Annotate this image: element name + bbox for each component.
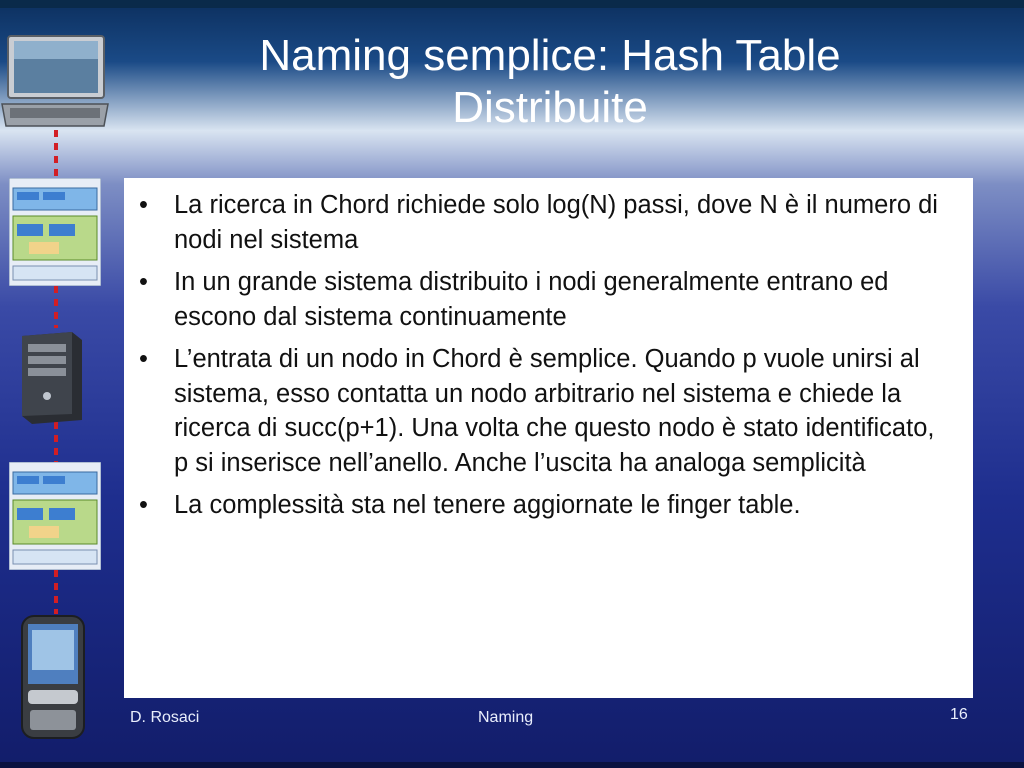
mobile-phone-icon <box>20 614 86 740</box>
bullet-text: In un grande sistema distribuito i nodi generalmente entrano ed escono dal sistema continuamente <box>174 268 889 331</box>
connector-line <box>54 286 58 328</box>
server-tower-icon <box>16 330 88 425</box>
title-line-2: Distribuite <box>452 83 648 132</box>
footer-author: D. Rosaci <box>130 709 200 726</box>
bullet-list <box>124 178 973 523</box>
bullet-marker: • <box>139 491 148 519</box>
architecture-diagram-icon <box>9 462 101 570</box>
bullet-marker: • <box>139 345 148 373</box>
slide-title <box>130 30 970 134</box>
connector-line <box>54 570 58 614</box>
laptop-icon <box>0 32 112 130</box>
slide-number: 16 <box>950 706 968 723</box>
architecture-diagram-icon <box>9 178 101 286</box>
bullet-item <box>124 188 973 257</box>
top-border <box>0 0 1024 8</box>
content-panel <box>124 178 973 698</box>
bullet-item <box>124 265 973 334</box>
bullet-text: L’entrata di un nodo in Chord è semplice. Quando p vuole unirsi al sistema, esso contatta un nodo arbitrario nel sistema e chiede la ricerca di succ(p+1). Una volta che questo nodo è stato identificato, p si inserisce nell’anello. Anche l’uscita ha analoga semplicità <box>174 345 935 477</box>
bullet-item <box>124 342 973 480</box>
bullet-text: La complessità sta nel tenere aggiornate le finger table. <box>174 491 801 519</box>
connector-line <box>54 130 58 178</box>
title-line-1: Naming semplice: Hash Table <box>259 31 841 80</box>
bullet-marker: • <box>139 268 148 296</box>
bullet-text: La ricerca in Chord richiede solo log(N) passi, dove N è il numero di nodi nel sistema <box>174 191 938 254</box>
bullet-item <box>124 488 973 523</box>
device-sidebar <box>0 30 115 750</box>
bottom-border <box>0 762 1024 768</box>
bullet-marker: • <box>139 191 148 219</box>
connector-line <box>54 422 58 462</box>
footer-topic: Naming <box>478 709 534 726</box>
